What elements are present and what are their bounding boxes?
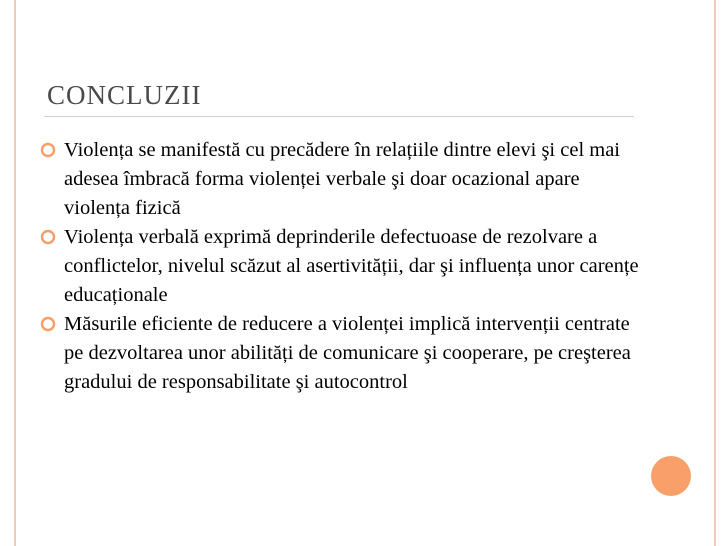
slide-title: CONCLUZII [47,80,202,110]
bullet-text: Violența se manifestă cu precădere în relațiile dintre elevi şi cel mai adesea îmbracă forma violenței verbale şi doar ocazional apare violența fizică [64,139,621,219]
bullet-text: Măsurile eficiente de reducere a violenței implică intervenții centrate pe dezvoltarea unor abilități de comunicare şi cooperare, pe creşterea gradului de responsabilitate şi autocontrol [64,313,631,393]
ring-bullet-icon [40,229,56,245]
bullet-text: Violența verbală exprimă deprinderile defectuoase de rezolvare a conflictelor, nivelul scăzut al asertivității, dar şi influența unor carențe educaționale [64,226,639,306]
bullet-item [40,136,640,223]
decorative-orange-circle [651,456,691,496]
ring-bullet-icon [40,316,56,332]
bullet-item [40,223,640,310]
ring-bullet-icon [40,142,56,158]
title-divider [44,116,634,117]
bullet-list [40,136,640,397]
bullet-item [40,310,640,397]
